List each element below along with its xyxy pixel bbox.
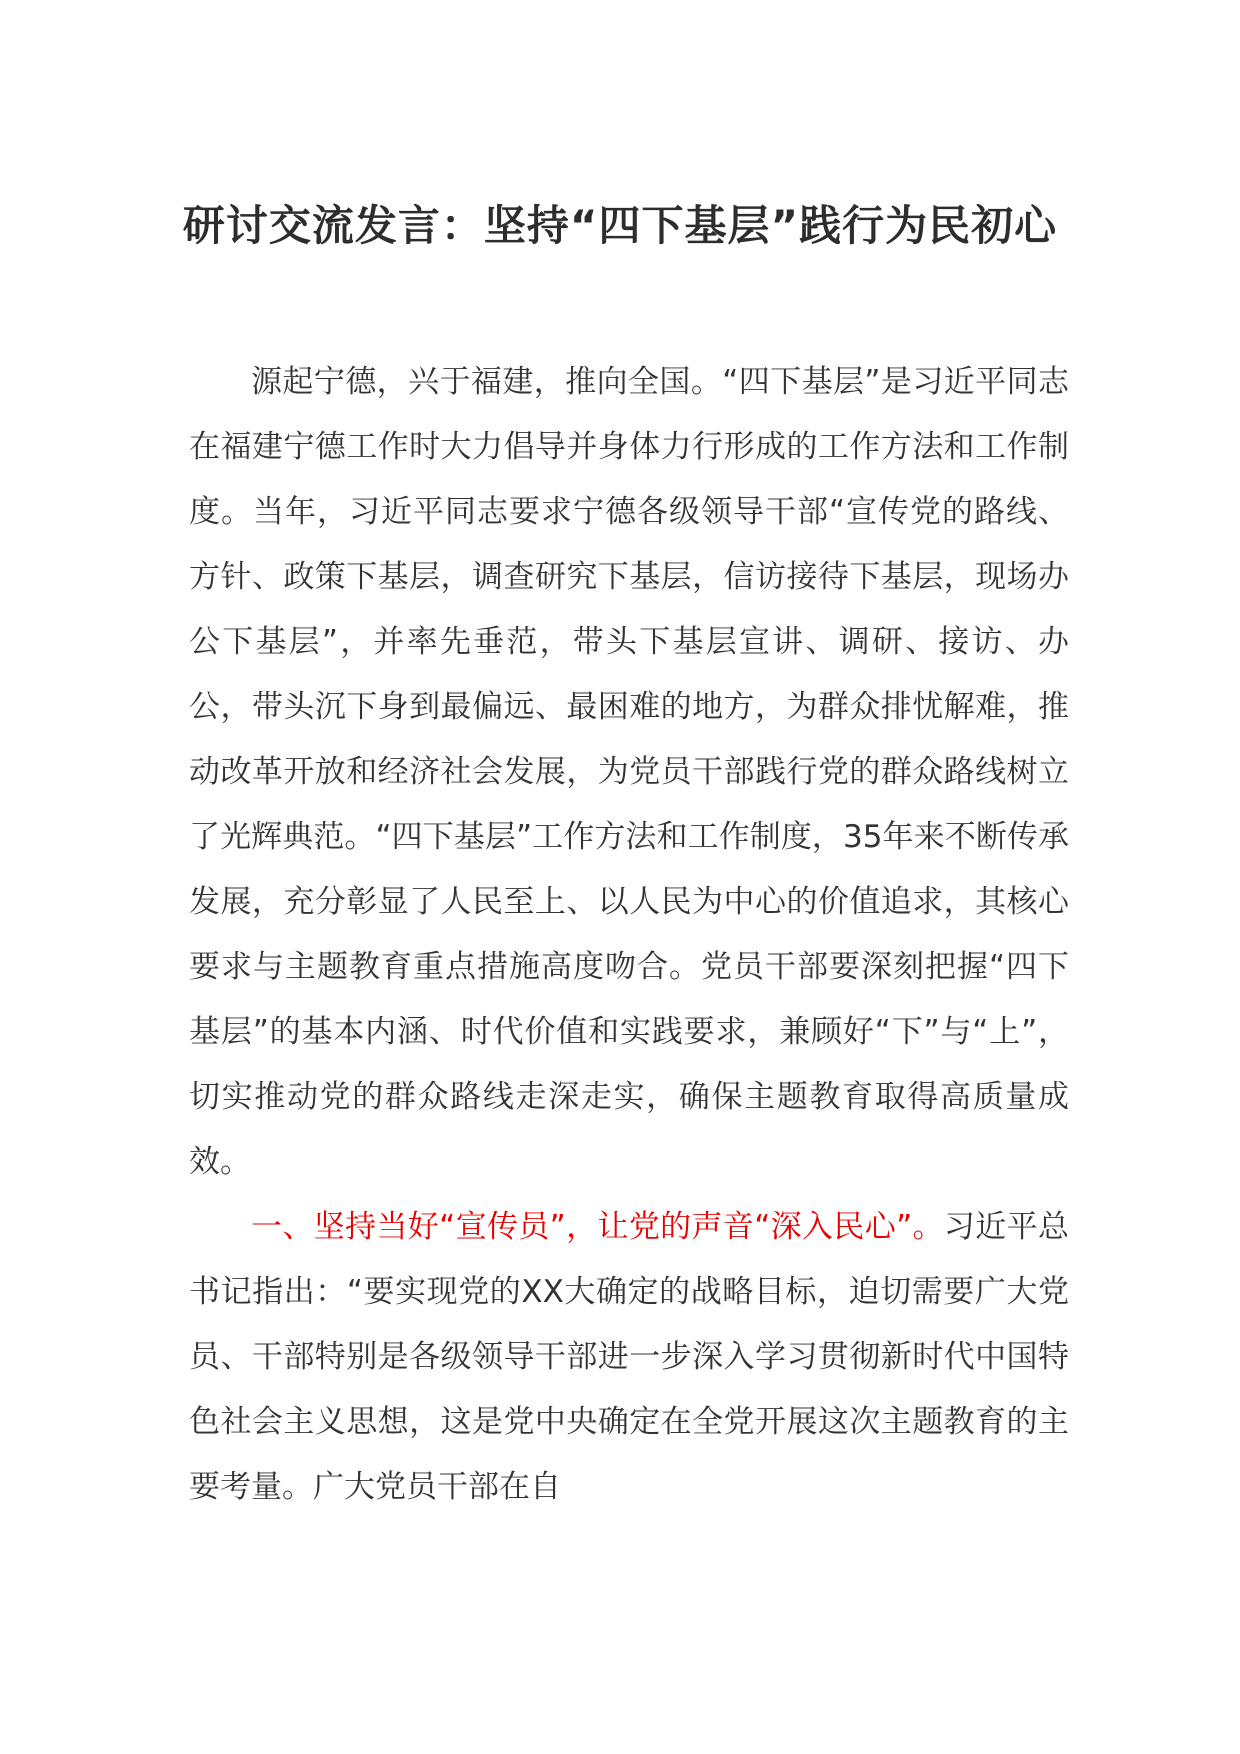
paragraph-section-1 [189, 1195, 1069, 1520]
paragraph-intro: 源起宁德，兴于福建，推向全国。“四下基层”是习近平同志在福建宁德工作时大力倡导并身体力行形成的工作方法和工作制度。当年，习近平同志要求宁德各级领导干部“宣传党的路线、方针、政策下基层，调查研究下基层，信访接待下基层，现场办公下基层”，并率先垂范，带头下基层宣讲、调研、接访、办公，带头沉下身到最偏远、最困难的地方，为群众排忧解难，推动改革开放和经济社会发展，为党员干部践行党的群众路线树立了光辉典范。“四下基层”工作方法和工作制度，35年来不断传承发展，充分彰显了人民至上、以人民为中心的价值追求，其核心要求与主题教育重点措施高度吻合。党员干部要深刻把握“四下基层”的基本内涵、时代价值和实践要求，兼顾好“下”与“上”，切实推动党的群众路线走深走实，确保主题教育取得高质量成效。 [189, 364, 1069, 1180]
section-heading: 一、坚持当好“宣传员”，让党的声音“深入民心”。 [251, 1209, 944, 1245]
document-body [189, 350, 1069, 1520]
section-body-text: 习近平总书记指出：“要实现党的XX大确定的战略目标，迫切需要广大党员、干部特别是各级领导干部进一步深入学习贯彻新时代中国特色社会主义思想，这是党中央确定在全党开展这次主题教育的主要考量。广大党员干部在自 [189, 1209, 1069, 1505]
document-title: 研讨交流发言：坚持“四下基层”践行为民初心 [182, 201, 1058, 250]
